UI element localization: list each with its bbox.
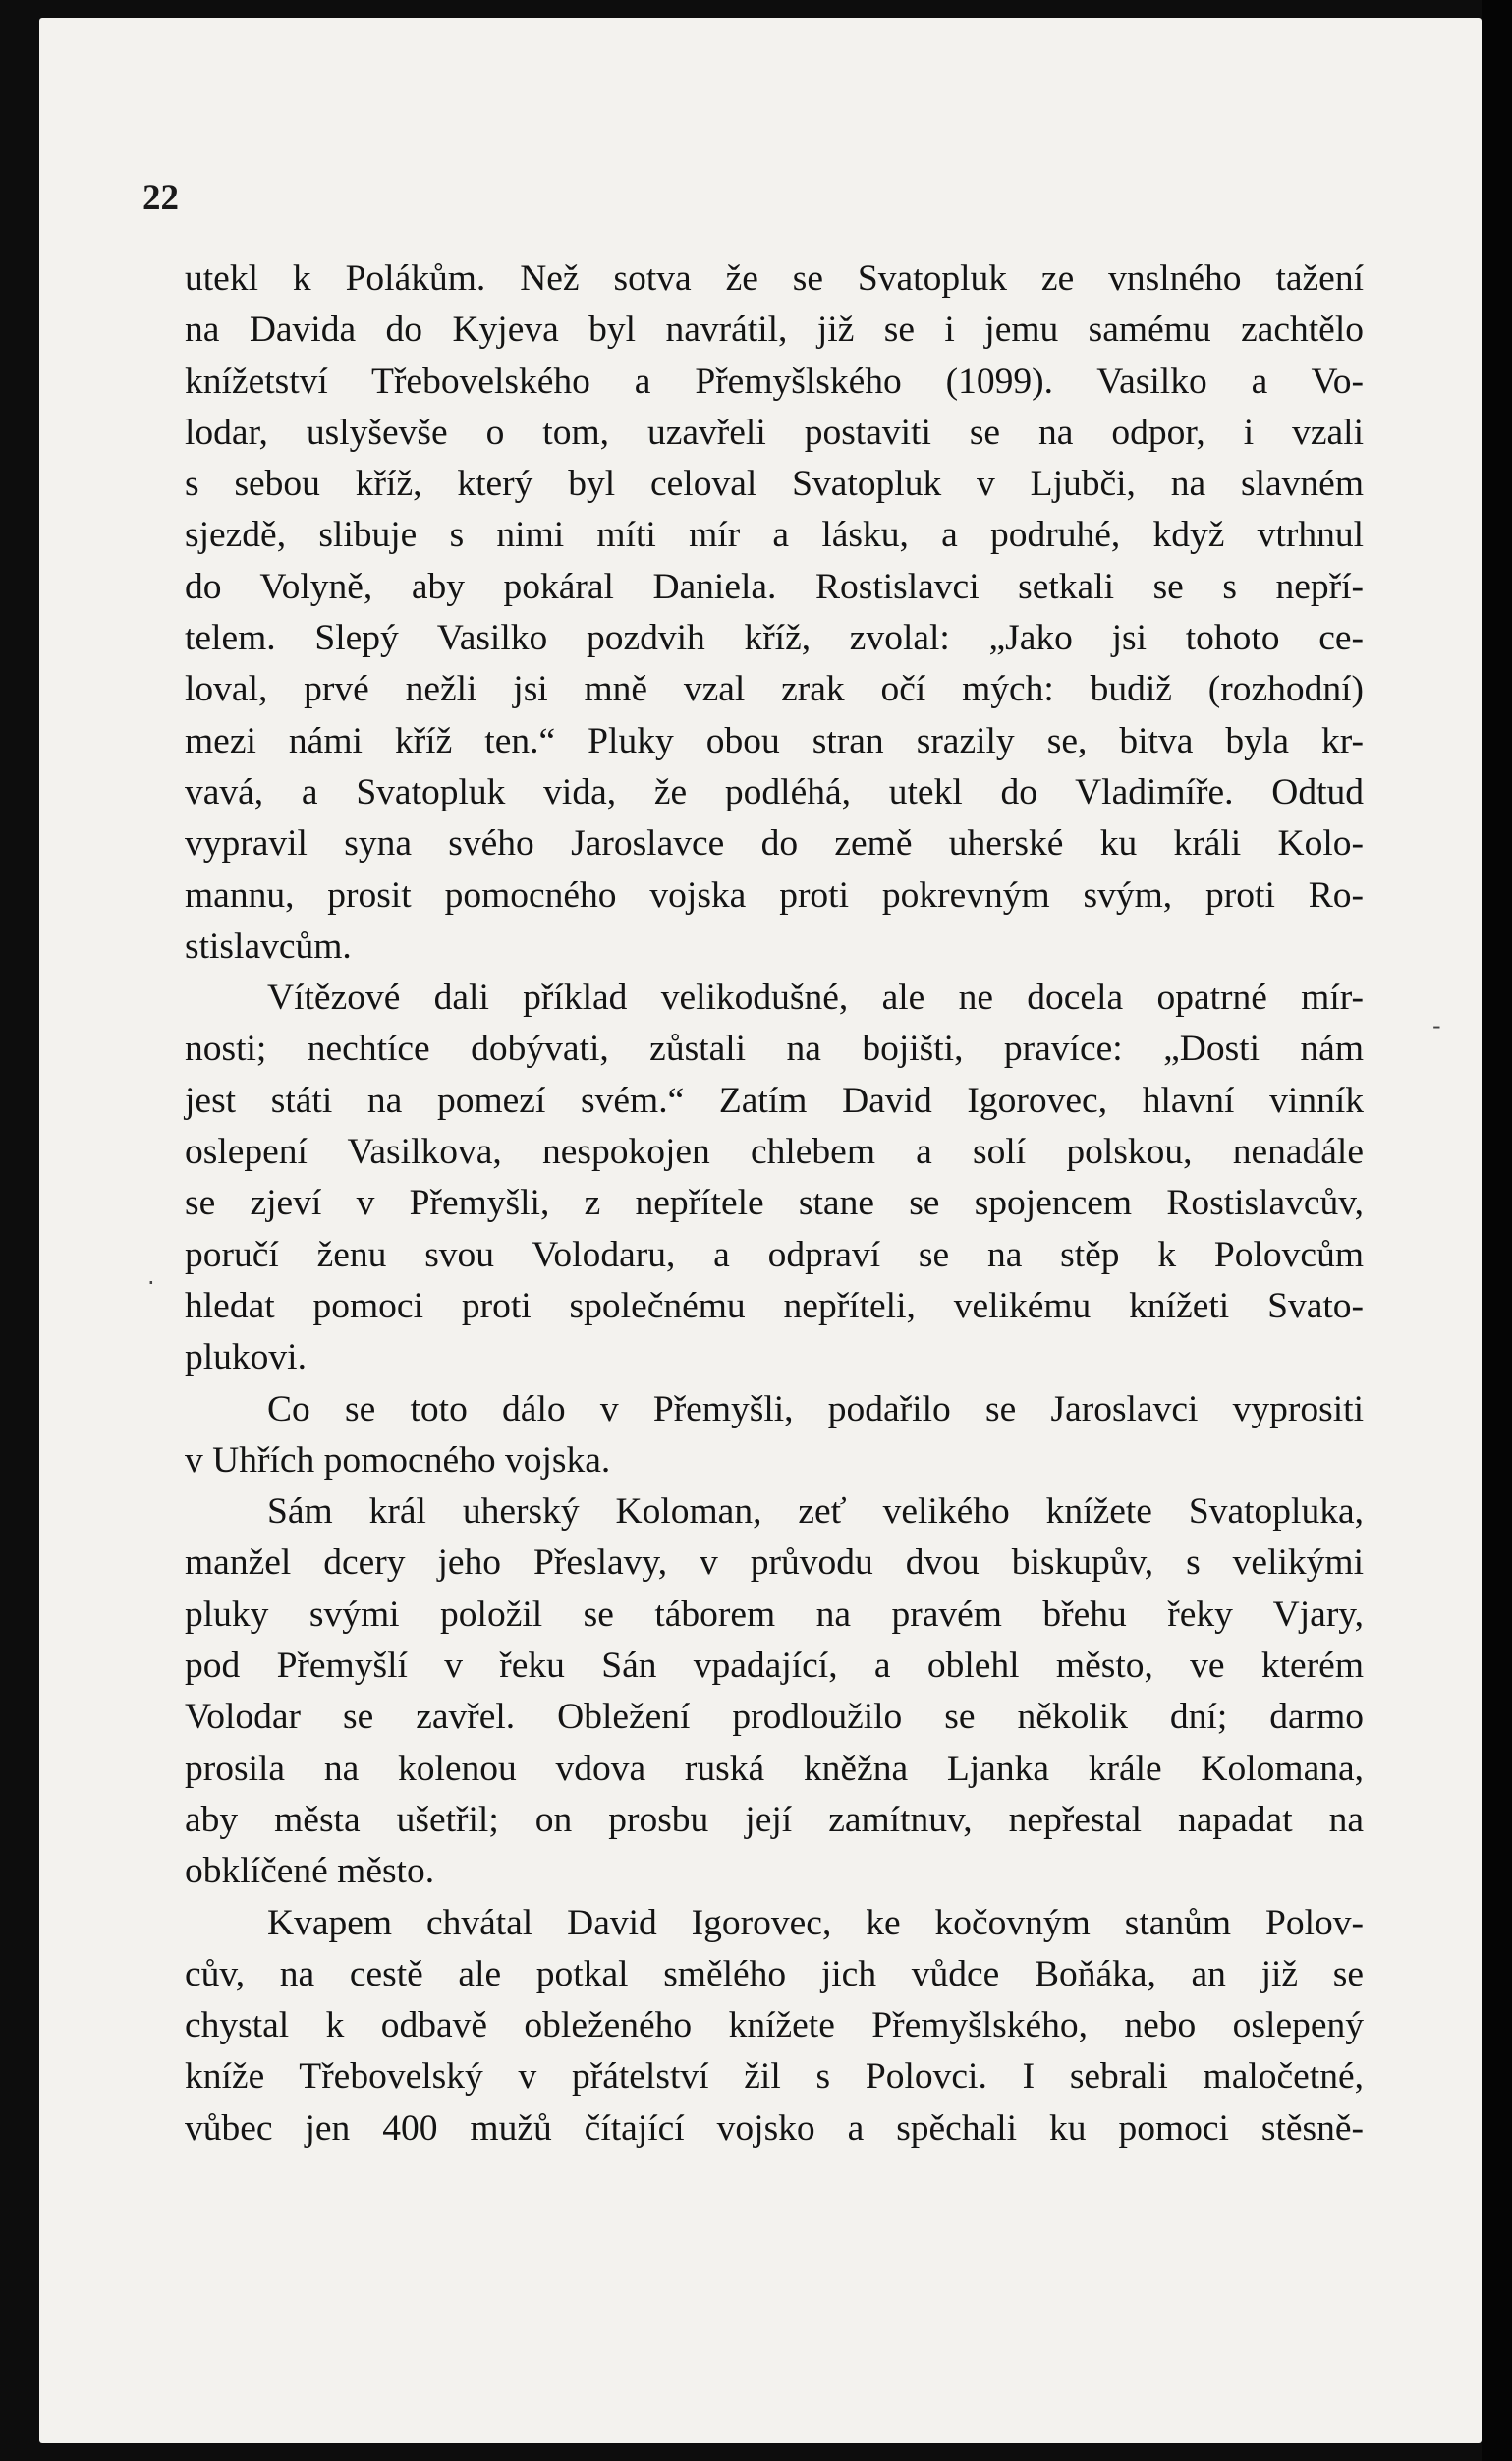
text-line: manžel dcery jeho Přeslavy, v průvodu dvou biskupův, s velikými — [185, 1542, 1364, 1584]
text-line: aby města ušetřil; on prosbu její zamítnuv, nepřestal napadat na — [185, 1799, 1364, 1840]
text-line: obklíčené město. — [185, 1851, 435, 1892]
text-line: cův, na cestě ale potkal smělého jich vůdce Boňáka, an již se — [185, 1953, 1364, 1994]
text-line: pod Přemyšlí v řeku Sán vpadající, a oblehl město, ve kterém — [185, 1646, 1364, 1687]
text-line: chystal k odbavě obleženého knížete Přemyšlského, nebo oslepený — [185, 2005, 1364, 2046]
text-line: jest státi na pomezí svém.“ Zatím David Igorovec, hlavní vinník — [185, 1080, 1364, 1121]
text-line: Volodar se zavřel. Obležení prodloužilo se několik dní; darmo — [185, 1697, 1364, 1738]
text-line: nosti; nechtíce dobývati, zůstali na bojišti, pravíce: „Dosti nám — [185, 1029, 1364, 1070]
text-line: na Davida do Kyjeva byl navrátil, již se i jemu samému zachtělo — [185, 309, 1364, 351]
text-line: Sám král uherský Koloman, zeť velikého knížete Svatopluka, — [267, 1491, 1364, 1533]
text-line: do Volyně, aby pokáral Daniela. Rostislavci setkali se s nepří- — [185, 566, 1364, 607]
text-line: stislavcům. — [185, 925, 352, 967]
text-line: s sebou kříž, který byl celoval Svatopluk v Ljubči, na slavném — [185, 464, 1364, 505]
text-line: poručí ženu svou Volodaru, a odpraví se na stěp k Polovcům — [185, 1234, 1364, 1275]
text-line: prosila na kolenou vdova ruská kněžna Ljanka krále Kolomana, — [185, 1748, 1364, 1789]
scan-speck: - — [1432, 1012, 1441, 1039]
text-line: mannu, prosit pomocného vojska proti pokrevným svým, proti Ro- — [185, 874, 1364, 916]
scan-speck: . — [147, 1262, 155, 1290]
text-line: telem. Slepý Vasilko pozdvih kříž, zvolal: „Jako jsi tohoto ce- — [185, 618, 1364, 659]
text-line: plukovi. — [185, 1337, 307, 1378]
text-line: loval, prvé nežli jsi mně vzal zrak očí mých: budiž (rozhodní) — [185, 669, 1364, 710]
text-line: vůbec jen 400 mužů čítající vojsko a spěchali ku pomoci stěsně- — [185, 2107, 1364, 2149]
text-line: knížetství Třebovelského a Přemyšlského (1099). Vasilko a Vo- — [185, 361, 1364, 402]
body-text — [185, 253, 1364, 2154]
text-line: se zjeví v Přemyšli, z nepřítele stane se spojencem Rostislavcův, — [185, 1183, 1364, 1224]
text-line: mezi námi kříž ten.“ Pluky obou stran srazily se, bitva byla kr- — [185, 720, 1364, 761]
text-line: oslepení Vasilkova, nespokojen chlebem a solí polskou, nenadále — [185, 1132, 1364, 1173]
text-line: v Uhřích pomocného vojska. — [185, 1439, 611, 1481]
text-line: lodar, uslyševše o tom, uzavřeli postaviti se na odpor, i vzali — [185, 412, 1364, 453]
text-line: utekl k Polákům. Než sotva že se Svatopluk ze vnslného tažení — [185, 258, 1364, 299]
text-line: Co se toto dálo v Přemyšli, podařilo se Jaroslavci vyprositi — [267, 1388, 1364, 1429]
page-number: 22 — [142, 178, 179, 218]
text-line: Vítězové dali příklad velikodušné, ale ne docela opatrné mír- — [267, 978, 1364, 1019]
text-line: vypravil syna svého Jaroslavce do země uherské ku králi Kolo- — [185, 823, 1364, 865]
text-line: pluky svými položil se táborem na pravém břehu řeky Vjary, — [185, 1594, 1364, 1635]
text-line: Kvapem chvátal David Igorovec, ke kočovným stanům Polov- — [267, 1902, 1364, 1943]
text-line: sjezdě, slibuje s nimi míti mír a lásku, a podruhé, když vtrhnul — [185, 515, 1364, 556]
text-line: kníže Třebovelský v přátelství žil s Polovci. I sebrali maločetné, — [185, 2056, 1364, 2097]
scan-edge — [1482, 0, 1512, 2461]
text-line: hledat pomoci proti společnému nepříteli, velikému knížeti Svato- — [185, 1285, 1364, 1326]
text-line: vavá, a Svatopluk vida, že podléhá, utekl do Vladimíře. Odtud — [185, 771, 1364, 812]
